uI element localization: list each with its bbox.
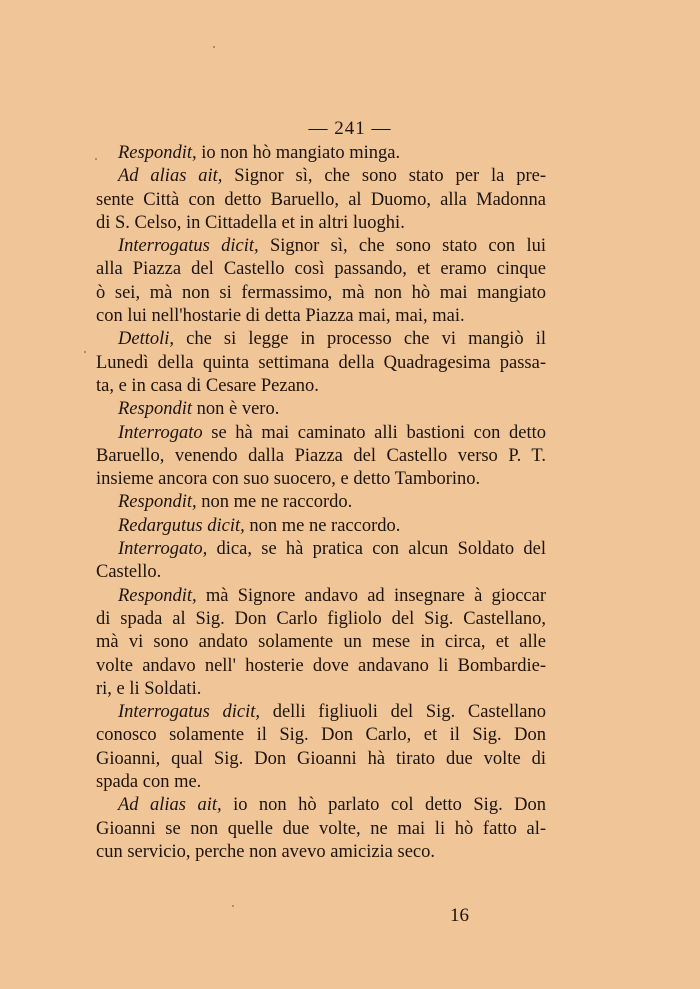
text-line <box>96 631 546 654</box>
line-text: mà vi sono andato solamente un mese in circa, et alle <box>96 632 546 653</box>
line-text: con lui nell'hostarie di detta Piazza mai, mai, mai. <box>96 306 465 327</box>
speaker-label: Respondit <box>118 399 192 420</box>
line-text: non me ne raccordo. <box>196 492 353 513</box>
text-line <box>96 305 546 328</box>
speaker-label: Dettoli, <box>118 329 175 350</box>
line-text: io non hò mangiato minga. <box>196 143 401 163</box>
line-text: Lunedì della quinta settimana della Quadragesima passa- <box>96 352 546 373</box>
text-line <box>96 794 546 817</box>
text-line <box>96 258 546 281</box>
speaker-label: Redargutus dicit, <box>118 515 245 536</box>
line-text: Signor sì, che sono stato con lui <box>258 236 546 257</box>
speaker-label: Respondit, <box>118 143 197 163</box>
text-line <box>96 375 546 398</box>
speaker-label: Interrogato, <box>118 539 208 560</box>
text-line <box>96 491 546 514</box>
text-line <box>96 165 546 188</box>
paper-speck <box>232 905 234 907</box>
line-text: Castello. <box>96 562 162 583</box>
line-text: Baruello, venendo dalla Piazza del Castello verso P. T. <box>96 445 546 466</box>
body-text <box>96 142 546 864</box>
line-text: insieme ancora con suo suocero, e detto Tamborino. <box>96 469 481 490</box>
text-line <box>96 212 546 235</box>
line-text: non è vero. <box>192 399 280 420</box>
line-text: ri, e li Soldati. <box>96 678 202 699</box>
paper-speck <box>84 351 86 353</box>
line-text: ta, e in casa di Cesare Pezano. <box>96 375 319 396</box>
signature-mark: 16 <box>450 905 469 926</box>
line-text: conosco solamente il Sig. Don Carlo, et il Sig. Don <box>96 725 546 746</box>
speaker-label: Ad alias ait, <box>118 795 222 816</box>
text-line <box>96 468 546 491</box>
line-text: Gioanni, qual Sig. Don Gioanni hà tirato due volte di <box>96 748 546 769</box>
line-text: sente Città con detto Baruello, al Duomo, alla Madonna <box>96 189 546 210</box>
line-text: delli figliuoli del Sig. Castellano <box>260 702 546 723</box>
line-text: spada con me. <box>96 772 202 793</box>
line-text: Signor sì, che sono stato per la pre- <box>222 166 547 187</box>
speaker-label: Interrogatus dicit, <box>118 702 261 723</box>
text-line <box>96 445 546 468</box>
text-line <box>96 515 546 538</box>
line-text: cun servicio, perche non avevo amicizia seco. <box>96 841 436 862</box>
text-line <box>96 771 546 794</box>
text-line <box>96 748 546 771</box>
text-line <box>96 282 546 305</box>
text-line <box>96 561 546 584</box>
text-line <box>96 142 546 165</box>
text-line <box>96 818 546 841</box>
text-line <box>96 585 546 608</box>
line-text: non me ne raccordo. <box>244 515 401 536</box>
line-text: alla Piazza del Castello così passando, et eramo cinque <box>96 259 546 280</box>
text-line <box>96 538 546 561</box>
text-line <box>96 235 546 258</box>
text-line <box>96 724 546 747</box>
speaker-label: Ad alias ait, <box>118 166 223 187</box>
line-text: se hà mai caminato alli bastioni con detto <box>202 422 546 443</box>
text-line <box>96 655 546 678</box>
line-text: Gioanni se non quelle due volte, ne mai li hò fatto al- <box>96 818 546 839</box>
speaker-label: Respondit, <box>118 492 197 513</box>
speaker-label: Interrogato <box>118 422 203 443</box>
text-line <box>96 701 546 724</box>
text-line <box>96 328 546 351</box>
line-text: volte andavo nell' hosterie dove andavano li Bombardie- <box>96 655 546 676</box>
line-text: mà Signore andavo ad insegnare à gioccar <box>196 585 546 606</box>
text-line <box>96 608 546 631</box>
line-text: ò sei, mà non si fermassimo, mà non hò mai mangiato <box>96 282 546 303</box>
line-text: dica, se hà pratica con alcun Soldato del <box>207 539 546 560</box>
line-text: di spada al Sig. Don Carlo figliolo del Sig. Castellano, <box>96 608 546 629</box>
line-text: di S. Celso, in Cittadella et in altri luoghi. <box>96 212 405 233</box>
text-line <box>96 841 546 864</box>
line-text: che si legge in processo che vi mangiò il <box>174 329 546 350</box>
text-line <box>96 352 546 375</box>
line-text: io non hò parlato col detto Sig. Don <box>221 795 547 816</box>
text-line <box>96 422 546 445</box>
speaker-label: Interrogatus dicit, <box>118 236 259 257</box>
speaker-label: Respondit, <box>118 585 197 606</box>
text-line <box>96 189 546 212</box>
text-line <box>96 398 546 421</box>
text-line <box>96 678 546 701</box>
paper-speck <box>213 46 215 48</box>
page-number: — 241 — <box>308 118 392 139</box>
